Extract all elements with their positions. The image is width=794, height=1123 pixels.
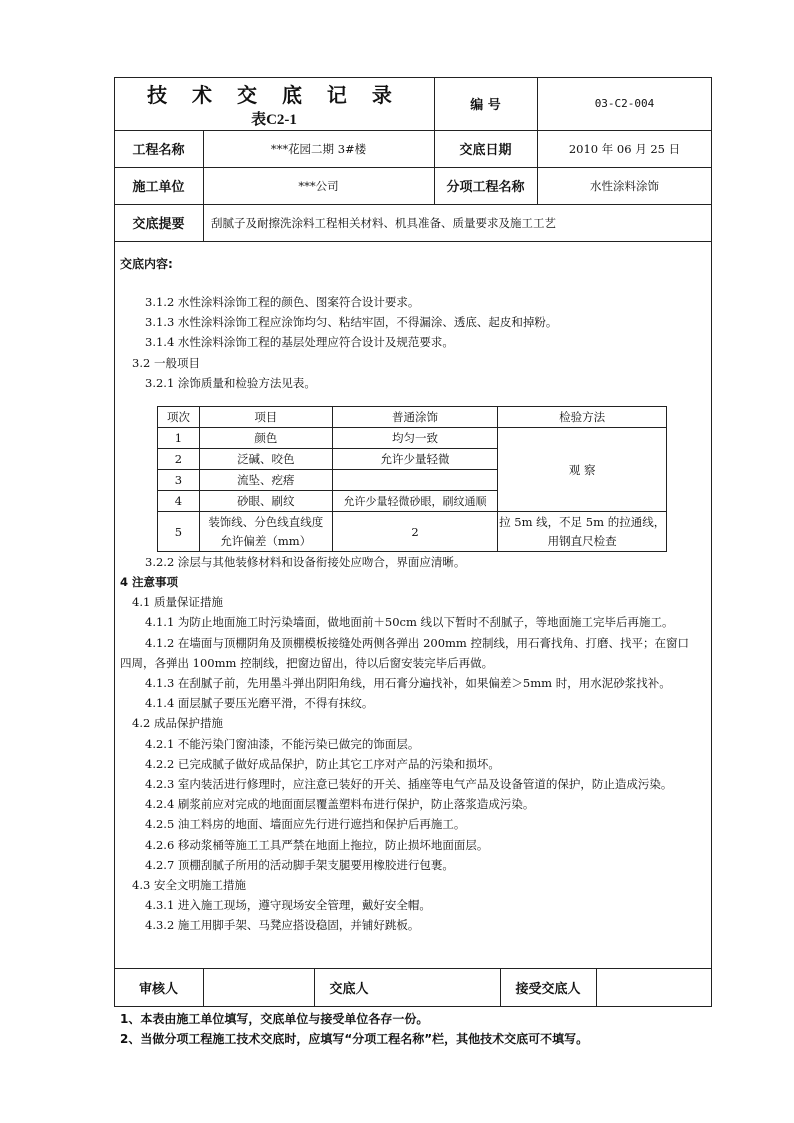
content-line: 3.1.4 水性涂料涂饰工程的基层处理应符合设计及规范要求。 [145,335,454,349]
content-line: 4.2.1 不能污染门窗油漆，不能污染已做完的饰面层。 [145,737,420,751]
table-cell: 泛碱、咬色 [199,449,332,470]
presenter-label: 交底人 [329,982,369,997]
table-cell: 观 察 [498,428,667,512]
content-line: 3.2 一般项目 [132,356,200,370]
content-line: 3.2.1 涂饰质量和检验方法见表。 [145,376,316,390]
content-line: 4.2 成品保护措施 [132,716,223,730]
table-cell: 颜色 [199,428,332,449]
quality-table [157,406,667,552]
summary-label: 交底提要 [132,217,185,232]
table-row [158,512,667,552]
table-cell: 1 [158,428,200,449]
code-label: 编 号 [470,98,501,113]
table-cell: 砂眼、刷纹 [199,491,332,512]
project-name-value: ***花园二期 3#楼 [270,141,367,156]
table-header: 检验方法 [498,407,667,428]
code-value: 03-C2-004 [594,97,655,110]
table-cell: 流坠、疙瘩 [199,470,332,491]
content-line: 4.3 安全文明施工措施 [132,878,246,892]
table-cell-line: 允许偏差（mm） [220,533,312,548]
content-line: 3.1.3 水性涂料涂饰工程应涂饰均匀、粘结牢固，不得漏涂、透底、起皮和掉粉。 [145,315,558,329]
table-cell: 2 [158,449,200,470]
rule [203,968,204,1007]
content-line: 4.2.3 室内装活进行修理时，应注意已装好的开关、插座等电气产品及设备管道的保护，防止造成污染。 [145,777,673,791]
table-cell: 2 [332,512,498,552]
contractor-label: 施工单位 [132,180,185,195]
receiver-label: 接受交底人 [515,982,581,997]
content-line: 4.1 质量保证措施 [132,595,223,609]
table-cell-line: 装饰线、分色线直线度 [208,514,324,529]
contractor-value: ***公司 [298,178,339,193]
content-line: 4.3.2 施工用脚手架、马凳应搭设稳固，并铺好跳板。 [145,918,420,932]
content-line: 四周，各弹出 100mm 控制线，把窗边留出，待以后窗安装完毕后再做。 [120,656,494,670]
table-cell-line: 拉 5m 线，不足 5m 的拉通线， [499,514,666,529]
table-row [158,428,667,449]
content-line: 3.2.2 涂层与其他装修材料和设备衔接处应吻合，界面应清晰。 [145,555,466,569]
table-cell: 允许少量轻微砂眼，刷纹通顺 [332,491,498,512]
footnote: 2、当做分项工程施工技术交底时，应填写“分项工程名称”栏，其他技术交底可不填写。 [120,1032,589,1046]
rule [114,241,712,242]
date-value: 2010 年 06 月 25 日 [568,141,681,156]
table-cell [332,470,498,491]
date-label: 交底日期 [459,143,512,158]
form-number: 表C2-1 [251,111,297,128]
content-line: 4 注意事项 [120,575,179,589]
subproject-label: 分项工程名称 [446,180,525,195]
content-line: 4.1.4 面层腻子要压光磨平滑，不得有抹纹。 [145,696,374,710]
table-cell [199,512,332,552]
rule [596,968,597,1007]
table-cell: 5 [158,512,200,552]
table-header: 项目 [199,407,332,428]
table-header: 项次 [158,407,200,428]
reviewer-label: 审核人 [138,982,178,997]
content-line: 4.2.6 移动浆桶等施工工具严禁在地面上拖拉，防止损坏地面面层。 [145,838,489,852]
content-line: 4.1.1 为防止地面施工时污染墙面，做地面前＋50cm 线以下暂时不刮腻子，等地面施工完毕后再施工。 [145,615,674,629]
content-line: 4.1.2 在墙面与顶棚阴角及顶棚模板接缝处两侧各弹出 200mm 控制线，用石膏找角、打磨、找平；在窗口 [145,636,689,650]
table-cell: 3 [158,470,200,491]
table-cell: 允许少量轻微 [332,449,498,470]
footnote: 1、本表由施工单位填写，交底单位与接受单位各存一份。 [120,1012,429,1026]
content-line: 4.2.2 已完成腻子做好成品保护，防止其它工序对产品的污染和损坏。 [145,757,500,771]
summary-value: 刮腻子及耐擦洗涂料工程相关材料、机具准备、质量要求及施工工艺 [211,215,556,230]
table-cell-line: 用钢直尺检查 [547,533,617,548]
subproject-value: 水性涂料涂饰 [590,178,659,193]
content-line: 4.2.5 油工料房的地面、墙面应先行进行遮挡和保护后再施工。 [145,817,466,831]
content-heading: 交底内容: [120,257,173,271]
content-line: 3.1.2 水性涂料涂饰工程的颜色、图案符合设计要求。 [145,295,420,309]
table-cell: 均匀一致 [332,428,498,449]
content-line: 4.2.7 顶棚刮腻子所用的活动脚手架支腿要用橡胶进行包裹。 [145,858,454,872]
content-line: 4.3.1 进入施工现场，遵守现场安全管理，戴好安全帽。 [145,898,431,912]
content-line: 4.1.3 在刮腻子前，先用墨斗弹出阴阳角线，用石膏分遍找补，如果偏差＞5mm 时，用水泥砂浆找补。 [145,676,671,690]
table-cell: 4 [158,491,200,512]
page-title: 技 术 交 底 记 录 [147,82,401,107]
content-line: 4.2.4 刷浆前应对完成的地面面层覆盖塑料布进行保护，防止落浆造成污染。 [145,797,535,811]
table-header: 普通涂饰 [332,407,498,428]
project-name-label: 工程名称 [132,143,185,158]
table-cell [498,512,667,552]
